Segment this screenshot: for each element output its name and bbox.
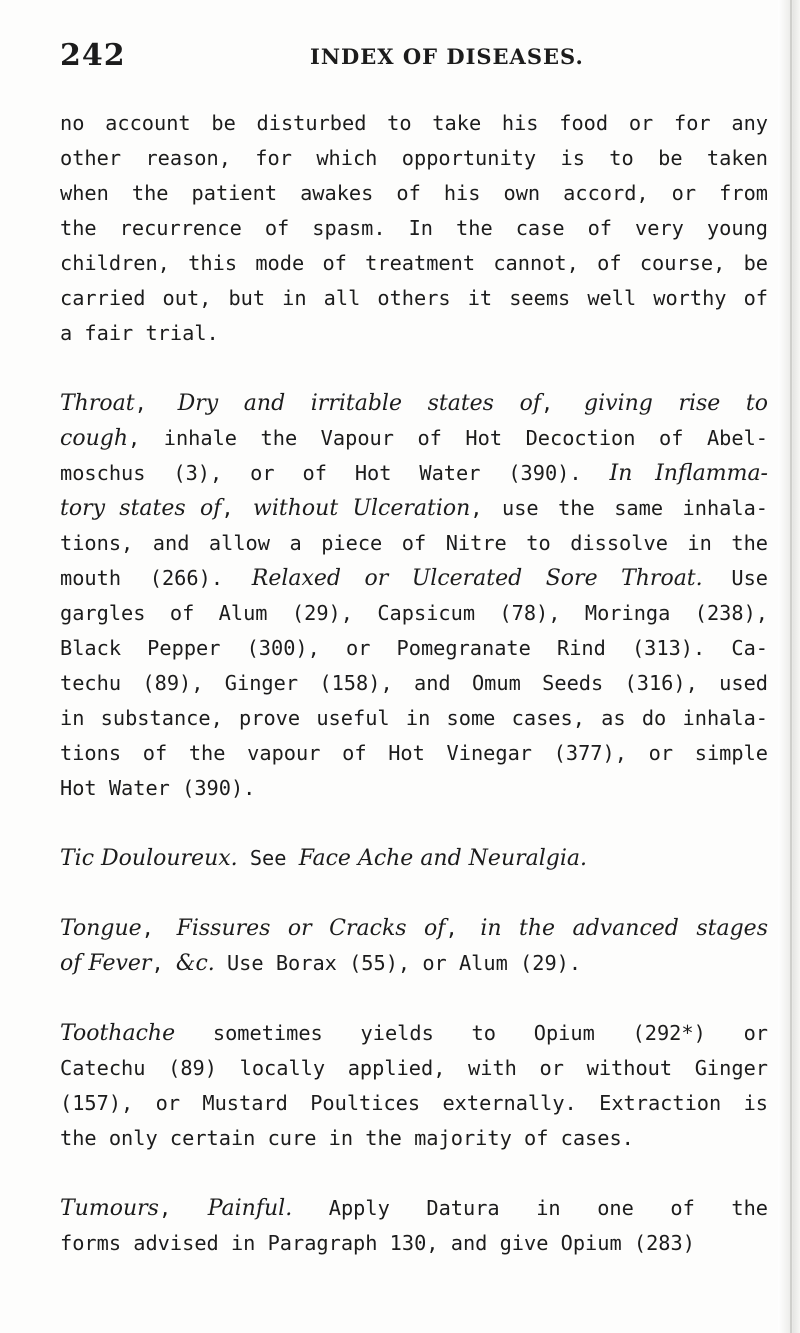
italic-text-run: &c. — [175, 951, 215, 976]
italic-text-run: in the advanced stages — [480, 916, 768, 941]
text-run: , — [540, 391, 585, 415]
page-header — [60, 38, 750, 78]
italic-text-run: Tongue — [60, 916, 142, 941]
text-run: , use the same inhala- — [470, 496, 769, 520]
text-line — [60, 561, 768, 596]
text-run: sometimes yields to Opium (292*) or — [175, 1021, 768, 1045]
italic-text-run: In Inflamma- — [609, 461, 768, 486]
text-line: tions of the vapour of Hot Vinegar (377), or simple — [60, 741, 768, 765]
text-run: Use — [702, 566, 768, 590]
page-edge-shadow — [778, 0, 800, 1333]
text-line — [60, 386, 768, 421]
paragraph-spasm-continuation — [60, 106, 768, 351]
page-number: 242 — [60, 38, 126, 73]
text-line: forms advised in Paragraph 130, and give Opium (283) — [60, 1231, 695, 1255]
entry-tongue — [60, 911, 768, 981]
text-line: Hot Water (390). — [60, 776, 256, 800]
text-run: , — [134, 391, 178, 415]
entry-toothache — [60, 1016, 768, 1156]
text-line: when the patient awakes of his own accord, or from — [60, 181, 768, 205]
text-line: Black Pepper (300), or Pomegranate Rind (313). Ca- — [60, 636, 768, 660]
page-edge-line — [790, 0, 792, 1333]
italic-text-run: cough — [60, 426, 128, 451]
italic-text-run: Throat — [60, 391, 135, 416]
text-run: Apply Datura in one of the — [292, 1196, 768, 1220]
italic-text-run: Fissures or Cracks of — [176, 916, 446, 941]
text-line: the recurrence of spasm. In the case of very young — [60, 216, 768, 240]
entry-tic-douloureux — [60, 841, 768, 876]
text-line: (157), or Mustard Poultices externally. Extraction is — [60, 1091, 768, 1115]
text-line: tions, and allow a piece of Nitre to dissolve in the — [60, 531, 768, 555]
text-line — [60, 491, 768, 526]
text-run: , — [141, 916, 177, 940]
italic-text-run: Face Ache and Neuralgia. — [298, 846, 588, 871]
running-title: INDEX OF DISEASES. — [310, 44, 584, 69]
italic-text-run: of Fever — [60, 951, 152, 976]
text-line: children, this mode of treatment cannot, of course, be — [60, 251, 768, 275]
text-run: mouth (266). — [60, 566, 252, 590]
italic-text-run: Painful. — [207, 1196, 293, 1221]
italic-text-run: giving rise to — [584, 391, 769, 416]
text-run: , inhale the Vapour of Hot Decoction of Abel- — [128, 426, 768, 450]
italic-text-run: Tic Douloureux. — [60, 846, 238, 871]
text-run: , — [445, 916, 481, 940]
text-line: the only certain cure in the majority of cases. — [60, 1126, 634, 1150]
text-line: gargles of Alum (29), Capsicum (78), Moringa (238), — [60, 601, 768, 625]
text-line — [60, 841, 768, 876]
text-line: carried out, but in all others it seems well worthy of — [60, 286, 768, 310]
italic-text-run: tory states of — [60, 496, 222, 521]
italic-text-run: Tumours — [60, 1196, 159, 1221]
page-body — [60, 106, 768, 1296]
text-run: See — [237, 846, 299, 870]
text-line: techu (89), Ginger (158), and Omum Seeds (316), used — [60, 671, 768, 695]
italic-text-run: without Ulceration — [253, 496, 471, 521]
italic-text-run: Relaxed or Ulcerated Sore Throat. — [251, 566, 703, 591]
text-line — [60, 421, 768, 456]
italic-text-run: Toothache — [60, 1021, 176, 1046]
text-line — [60, 911, 768, 946]
text-line: other reason, for which opportunity is to be taken — [60, 146, 768, 170]
text-line: Catechu (89) locally applied, with or without Ginger — [60, 1056, 768, 1080]
text-line — [60, 456, 768, 491]
text-line — [60, 1191, 768, 1226]
text-run: , — [151, 951, 176, 975]
text-line: no account be disturbed to take his food or for any — [60, 111, 768, 135]
text-run: , — [221, 496, 254, 520]
entry-throat — [60, 386, 768, 806]
text-run: Use Borax (55), or Alum (29). — [214, 951, 582, 975]
text-run: moschus (3), or of Hot Water (390). — [60, 461, 610, 485]
text-line — [60, 1016, 768, 1051]
text-line — [60, 946, 768, 981]
text-line: a fair trial. — [60, 321, 219, 345]
text-line: in substance, prove useful in some cases, as do inhala- — [60, 706, 768, 730]
entry-tumours — [60, 1191, 768, 1261]
text-run: , — [158, 1196, 208, 1220]
italic-text-run: Dry and irritable states of — [177, 391, 541, 416]
